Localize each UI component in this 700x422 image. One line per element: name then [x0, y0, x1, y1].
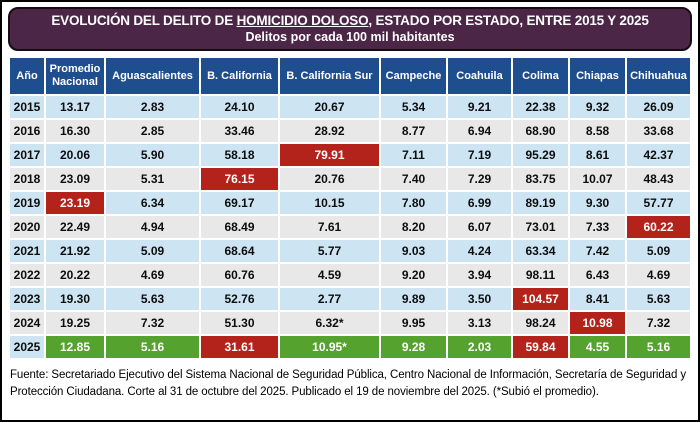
value-cell: 8.41 — [569, 287, 626, 311]
value-cell: 7.32 — [626, 311, 691, 335]
value-cell: 8.61 — [569, 143, 626, 167]
table-row — [9, 119, 691, 143]
value-cell: 23.19 — [45, 191, 105, 215]
year-cell: 2018 — [9, 167, 45, 191]
value-cell: 19.30 — [45, 287, 105, 311]
value-cell: 104.57 — [512, 287, 569, 311]
table-row — [9, 191, 691, 215]
value-cell: 2.85 — [105, 119, 200, 143]
value-cell: 10.98 — [569, 311, 626, 335]
value-cell: 19.25 — [45, 311, 105, 335]
value-cell: 22.49 — [45, 215, 105, 239]
value-cell: 22.38 — [512, 95, 569, 119]
value-cell: 4.55 — [569, 335, 626, 359]
value-cell: 5.09 — [626, 239, 691, 263]
value-cell: 48.43 — [626, 167, 691, 191]
column-header: Aguascalientes — [105, 57, 200, 95]
value-cell: 98.24 — [512, 311, 569, 335]
year-cell: 2024 — [9, 311, 45, 335]
value-cell: 28.92 — [279, 119, 380, 143]
value-cell: 20.76 — [279, 167, 380, 191]
value-cell: 2.03 — [447, 335, 512, 359]
value-cell: 23.09 — [45, 167, 105, 191]
value-cell: 5.63 — [626, 287, 691, 311]
value-cell: 6.07 — [447, 215, 512, 239]
value-cell: 79.91 — [279, 143, 380, 167]
value-cell: 68.64 — [200, 239, 279, 263]
state-table — [8, 56, 692, 360]
value-cell: 9.30 — [569, 191, 626, 215]
column-header: Chihuahua — [626, 57, 691, 95]
value-cell: 7.11 — [380, 143, 447, 167]
table-row — [9, 239, 691, 263]
column-header: Año — [9, 57, 45, 95]
table-row — [9, 335, 691, 359]
year-cell: 2019 — [9, 191, 45, 215]
table-row — [9, 263, 691, 287]
value-cell: 9.32 — [569, 95, 626, 119]
value-cell: 68.90 — [512, 119, 569, 143]
value-cell: 4.94 — [105, 215, 200, 239]
value-cell: 7.19 — [447, 143, 512, 167]
value-cell: 6.94 — [447, 119, 512, 143]
value-cell: 9.89 — [380, 287, 447, 311]
column-header: Colima — [512, 57, 569, 95]
value-cell: 20.22 — [45, 263, 105, 287]
value-cell: 3.50 — [447, 287, 512, 311]
value-cell: 8.77 — [380, 119, 447, 143]
value-cell: 8.58 — [569, 119, 626, 143]
value-cell: 12.85 — [45, 335, 105, 359]
value-cell: 7.42 — [569, 239, 626, 263]
value-cell: 3.94 — [447, 263, 512, 287]
value-cell: 76.15 — [200, 167, 279, 191]
column-header: Chiapas — [569, 57, 626, 95]
value-cell: 7.61 — [279, 215, 380, 239]
value-cell: 9.28 — [380, 335, 447, 359]
value-cell: 51.30 — [200, 311, 279, 335]
value-cell: 58.18 — [200, 143, 279, 167]
value-cell: 2.77 — [279, 287, 380, 311]
page-title — [14, 13, 686, 28]
value-cell: 68.49 — [200, 215, 279, 239]
value-cell: 6.99 — [447, 191, 512, 215]
value-cell: 4.59 — [279, 263, 380, 287]
value-cell: 20.67 — [279, 95, 380, 119]
value-cell: 6.32* — [279, 311, 380, 335]
value-cell: 7.40 — [380, 167, 447, 191]
value-cell: 98.11 — [512, 263, 569, 287]
value-cell: 59.84 — [512, 335, 569, 359]
column-header: B. California — [200, 57, 279, 95]
value-cell: 60.76 — [200, 263, 279, 287]
value-cell: 9.95 — [380, 311, 447, 335]
value-cell: 73.01 — [512, 215, 569, 239]
title-banner — [8, 7, 692, 51]
year-cell: 2017 — [9, 143, 45, 167]
value-cell: 83.75 — [512, 167, 569, 191]
value-cell: 6.34 — [105, 191, 200, 215]
title-prefix: EVOLUCIÓN DEL DELITO DE — [51, 13, 237, 28]
column-header: Coahuila — [447, 57, 512, 95]
table-row — [9, 143, 691, 167]
table-row — [9, 95, 691, 119]
value-cell: 7.80 — [380, 191, 447, 215]
header-row — [9, 57, 691, 95]
value-cell: 42.37 — [626, 143, 691, 167]
table-row — [9, 311, 691, 335]
value-cell: 31.61 — [200, 335, 279, 359]
value-cell: 89.19 — [512, 191, 569, 215]
title-suffix: , ESTADO POR ESTADO, ENTRE 2015 Y 2025 — [368, 13, 649, 28]
value-cell: 20.06 — [45, 143, 105, 167]
value-cell: 5.90 — [105, 143, 200, 167]
column-header: Campeche — [380, 57, 447, 95]
year-cell: 2023 — [9, 287, 45, 311]
table-row — [9, 167, 691, 191]
value-cell: 10.95* — [279, 335, 380, 359]
value-cell: 5.77 — [279, 239, 380, 263]
value-cell: 9.20 — [380, 263, 447, 287]
year-cell: 2022 — [9, 263, 45, 287]
column-header: Promedio Nacional — [45, 57, 105, 95]
value-cell: 16.30 — [45, 119, 105, 143]
title-underlined-part: HOMICIDIO DOLOSO — [236, 13, 369, 28]
table-row — [9, 287, 691, 311]
value-cell: 4.24 — [447, 239, 512, 263]
column-header: B. California Sur — [279, 57, 380, 95]
value-cell: 6.43 — [569, 263, 626, 287]
year-cell: 2020 — [9, 215, 45, 239]
value-cell: 5.09 — [105, 239, 200, 263]
value-cell: 9.03 — [380, 239, 447, 263]
value-cell: 7.29 — [447, 167, 512, 191]
value-cell: 13.17 — [45, 95, 105, 119]
value-cell: 3.13 — [447, 311, 512, 335]
value-cell: 7.33 — [569, 215, 626, 239]
source-note: Fuente: Secretariado Ejecutivo del Sistema Nacional de Seguridad Pública, Centro Nacional de Información, Secretaría de Seguridad y Protección Ciudadana. Corte al 31 de octubre del 2025. Publicado el 19 de noviembre del 2025. (*Subió el promedio). — [10, 369, 687, 399]
value-cell: 10.07 — [569, 167, 626, 191]
table-header — [9, 57, 691, 95]
year-cell: 2015 — [9, 95, 45, 119]
value-cell: 5.31 — [105, 167, 200, 191]
value-cell: 4.69 — [105, 263, 200, 287]
table-body — [9, 95, 691, 359]
value-cell: 24.10 — [200, 95, 279, 119]
value-cell: 9.21 — [447, 95, 512, 119]
year-cell: 2016 — [9, 119, 45, 143]
value-cell: 95.29 — [512, 143, 569, 167]
value-cell: 5.34 — [380, 95, 447, 119]
value-cell: 10.15 — [279, 191, 380, 215]
value-cell: 21.92 — [45, 239, 105, 263]
year-cell: 2021 — [9, 239, 45, 263]
value-cell: 52.76 — [200, 287, 279, 311]
value-cell: 33.68 — [626, 119, 691, 143]
value-cell: 26.09 — [626, 95, 691, 119]
value-cell: 7.32 — [105, 311, 200, 335]
value-cell: 69.17 — [200, 191, 279, 215]
value-cell: 5.16 — [105, 335, 200, 359]
subtitle: Delitos por cada 100 mil habitantes — [245, 30, 455, 44]
value-cell: 8.20 — [380, 215, 447, 239]
value-cell: 63.34 — [512, 239, 569, 263]
value-cell: 4.69 — [626, 263, 691, 287]
value-cell: 33.46 — [200, 119, 279, 143]
value-cell: 57.77 — [626, 191, 691, 215]
table-row — [9, 215, 691, 239]
value-cell: 5.63 — [105, 287, 200, 311]
value-cell: 60.22 — [626, 215, 691, 239]
value-cell: 5.16 — [626, 335, 691, 359]
year-cell: 2025 — [9, 335, 45, 359]
value-cell: 2.83 — [105, 95, 200, 119]
